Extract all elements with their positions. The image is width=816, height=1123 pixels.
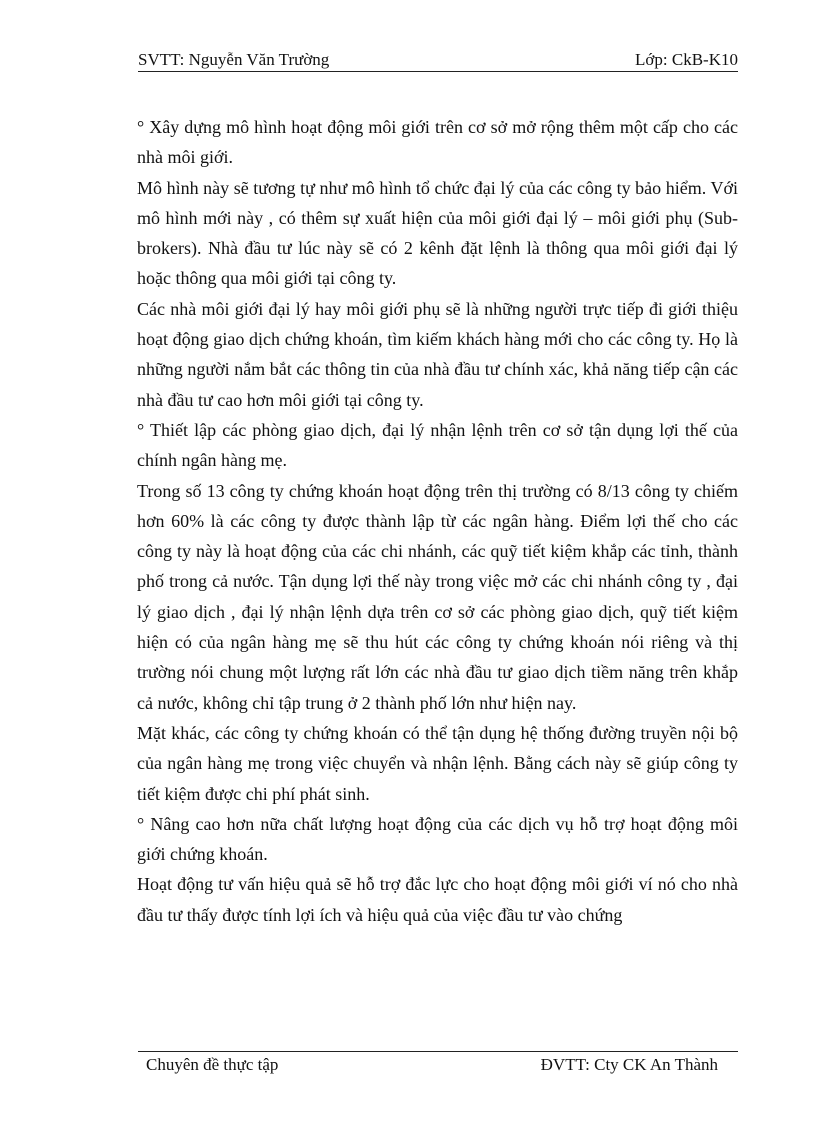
page-footer [146,1054,718,1076]
paragraph: Mặt khác, các công ty chứng khoán có thể tận dụng hệ thống đường truyền nội bộ của ngân hàng mẹ trong việc chuyển và nhận lệnh. Bằng cách này sẽ giúp công ty tiết kiệm được chi phí phát sinh. [137,722,738,804]
page-header [138,49,738,71]
paragraph: Các nhà môi giới đại lý hay môi giới phụ sẽ là những người trực tiếp đi giới thiệu hoạt động giao dịch chứng khoán, tìm kiếm khách hàng mới cho các công ty. Họ là những người nắm bắt các thông tin của nhà đầu tư chính xác, khả năng tiếp cận các nhà đầu tư cao hơn môi giới tại công ty. [137,298,738,410]
paragraph: ° Thiết lập các phòng giao dịch, đại lý nhận lệnh trên cơ sở tận dụng lợi thế của chính ngân hàng mẹ. [137,419,738,471]
paragraph: ° Xây dựng mô hình hoạt động môi giới trên cơ sở mở rộng thêm một cấp cho các nhà môi giới. [137,117,738,168]
body-text [137,112,738,930]
paragraph: Trong số 13 công ty chứng khoán hoạt động trên thị trường có 8/13 công ty chiếm hơn 60% là các công ty được thành lập từ các ngân hàng. Điểm lợi thế cho các công ty này là hoạt động của các chi nhánh, các quỹ tiết kiệm khắp các tỉnh, thành phố trong cả nước. Tận dụng lợi thế này trong việc mở các chi nhánh công ty , đại lý giao dịch , đại lý nhận lệnh dựa trên cơ sở các phòng giao dịch, quỹ tiết kiệm hiện có của ngân hàng mẹ sẽ thu hút các công ty chứng khoán nói riêng và thị trường nói chung một lượng rất lớn các nhà đầu tư giao dịch tiềm năng trên khắp cả nước, không chỉ tập trung ở 2 thành phố lớn như hiện nay. [137,480,738,713]
paragraph: Hoạt động tư vấn hiệu quả sẽ hỗ trợ đắc lực cho hoạt động môi giới ví nó cho nhà đầu tư thấy được tính lợi ích và hiệu quả của việc đầu tư vào chứng [137,874,738,925]
footer-internship-unit: ĐVTT: Cty CK An Thành [540,1055,718,1074]
footer-rule [138,1051,738,1052]
header-class: Lớp: CkB-K10 [635,50,738,69]
header-rule [138,71,738,72]
paragraph: Mô hình này sẽ tương tự như mô hình tổ chức đại lý của các công ty bảo hiểm. Với mô hình mới này , có thêm sự xuất hiện của môi giới đại lý – môi giới phụ (Sub-brokers). Nhà đầu tư lúc này sẽ có 2 kênh đặt lệnh là thông qua môi giới đại lý hoặc thông qua môi giới tại công ty. [137,177,738,289]
paragraph: ° Nâng cao hơn nữa chất lượng hoạt động của các dịch vụ hỗ trợ hoạt động môi giới chứng khoán. [137,813,738,865]
header-student-name: SVTT: Nguyễn Văn Trường [138,50,330,69]
footer-report-type: Chuyên đề thực tập [146,1055,279,1074]
